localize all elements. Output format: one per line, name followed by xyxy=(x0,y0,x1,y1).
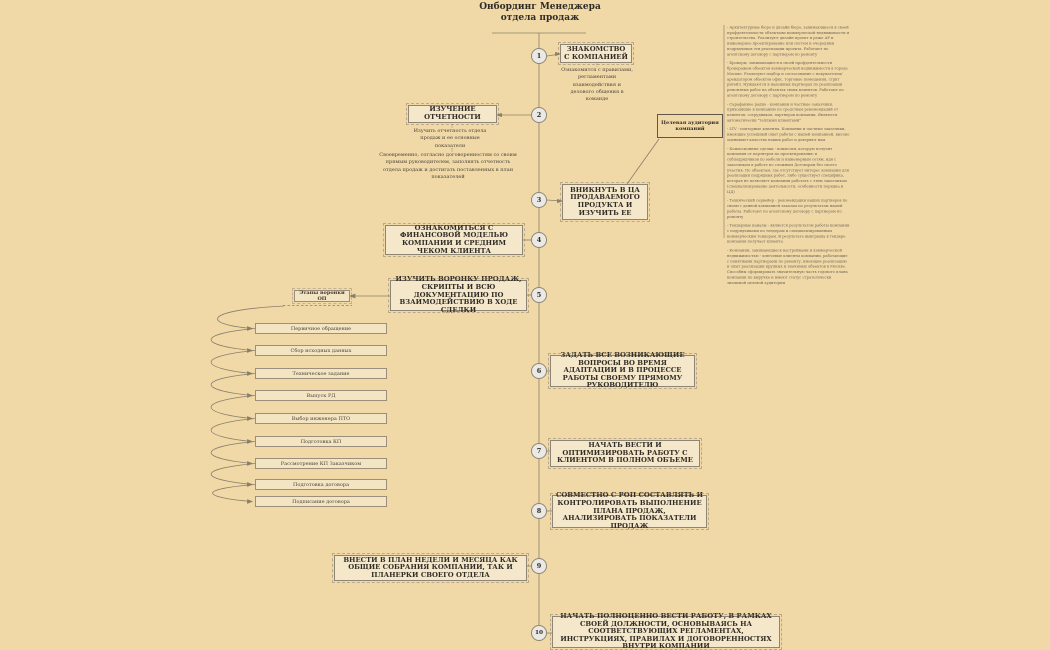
audience-bullet: - Тендерные каналы - является результатом работы компании с подрядчиками по тендерам и специализированным коммерческим тендерам. В результате выигрыша в тендере компания получает клиента xyxy=(727,223,850,244)
funnel-item-8[interactable]: Подготовка договора xyxy=(255,479,387,490)
step-node-7[interactable]: НАЧАТЬ ВЕСТИ И ОПТИМИЗИРОВАТЬ РАБОТУ С КЛИЕНТОМ В ПОЛНОМ ОБЪЕМЕ xyxy=(550,440,700,467)
audience-label[interactable]: Целевая аудитория компаний xyxy=(657,114,723,138)
step-circle-10[interactable] xyxy=(531,625,547,641)
funnel-item-9[interactable]: Подписание договора xyxy=(255,496,387,507)
step-circle-9[interactable] xyxy=(531,558,547,574)
step-node-5[interactable]: ИЗУЧИТЬ ВОРОНКУ ПРОДАЖ, СКРИПТЫ И ВСЮ ДОКУМЕНТАЦИЮ ПО ВЗАИМОДЕЙСТВИЮ В ХОДЕ СДЕЛКИ xyxy=(390,280,527,311)
funnel-item-6[interactable]: Подготовка КП xyxy=(255,436,387,447)
step-node-6[interactable]: ЗАДАТЬ ВСЕ ВОЗНИКАЮЩИЕ ВОПРОСЫ ВО ВРЕМЯ АДАПТАЦИИ И В ПРОЦЕССЕ РАБОТЫ СВОЕМУ ПРЯМОМУ РУКОВОДИТЕЛЮ xyxy=(550,355,695,387)
step-number: 8 xyxy=(536,507,542,515)
step-circle-2[interactable] xyxy=(531,107,547,123)
step-number: 9 xyxy=(536,562,542,570)
funnel-item-3[interactable]: Техническое задание xyxy=(255,368,387,379)
step-circle-1[interactable] xyxy=(531,48,547,64)
step-number: 10 xyxy=(534,630,544,636)
step-number: 4 xyxy=(536,236,542,244)
audience-bullet: - Брокеры, занимающиеся в своей профдеятельности брокеражем объектов коммерческой недвижимости в городе Москве. Реализуют подбор и согласование с покупателем/арендатором объектов офис, торговые помещения, стрит ритейл. Нуждаются в надежных партнерах по реализации ремонтных работ на объектах своих клиентов. Работают по агентскому договору с партнером по ремонту xyxy=(727,60,848,98)
funnel-label[interactable]: Этапы воронки ОП xyxy=(294,290,350,302)
step-node-10[interactable]: НАЧАТЬ ПОЛНОЦЕННО ВЕСТИ РАБОТУ, В РАМКАХ СВОЕЙ ДОЛЖНОСТИ, ОСНОВЫВАЯСЬ НА СООТВЕТСТВУЮЩИХ РЕГЛАМЕНТАХ, ИНСТРУКЦИЯХ, ПРАВИЛАХ И ДОГОВОРЕННОСТЯХ ВНУТРИ КОМПАНИИ xyxy=(552,616,780,648)
step-circle-3[interactable] xyxy=(531,192,547,208)
mindmap-title: Онбординг Менеджера отдела продаж xyxy=(479,2,601,23)
step-node-2[interactable]: ИЗУЧЕНИЕ ОТЧЕТНОСТИ xyxy=(408,105,497,123)
audience-bullet: - Компании, занимающиеся настройками и коммерческой недвижимостью - ключевые клиенты компании, работающие с понятными партнерами по ремонту, имеющие реализацию и опыт реализации крупных и значимых объектов в Москве. Способны сформировать значительную часть годового плана компании по выручке и имеют статус стратегически значимой целевой аудитории xyxy=(727,248,848,285)
step-note-1: Ознакомится с правилами, регламентами взаимодействия и делового общения в команде xyxy=(561,67,633,102)
step-number: 6 xyxy=(536,367,542,375)
step-circle-8[interactable] xyxy=(531,503,547,519)
audience-bullet: - Сарафанное радио - компании и частные заказчики, приходящие в компанию по средствам рекомендаций от клиентов, сотрудников, партнеров компании. Являются автоматически "теплыми клиентами" xyxy=(727,101,839,123)
funnel-item-1[interactable]: Первичное обращение xyxy=(255,323,387,334)
step-number: 2 xyxy=(536,111,542,119)
step-number: 5 xyxy=(536,291,542,299)
step-number: 7 xyxy=(536,447,542,455)
step-note-2b: Своевременно, согласно договоренностям со своим прямым руководителем, заполнять отчетность отдела продаж и достигать поставленных в план показателей xyxy=(379,152,517,180)
step-circle-6[interactable] xyxy=(531,363,547,379)
step-number: 1 xyxy=(536,52,542,60)
audience-bullet: - LTV - повторные клиенты. Компании и частные заказчики, имеющие успешный опыт работы с нашей компанией, высоко оценивают качество наших работ и доверяют нам xyxy=(727,126,850,142)
funnel-item-4[interactable]: Выпуск РД xyxy=(255,390,387,401)
step-node-1[interactable]: ЗНАКОМСТВО С КОМПАНИЕЙ xyxy=(560,44,632,63)
step-circle-7[interactable] xyxy=(531,443,547,459)
audience-bullet: - Комиссионные сделки - комиссия, которую получит компания от партнеров по проектированию и субподрядчиков по мебели и инженерным сетям, идя с заказчиком в работе по сложным Договорам без своего участия. По объектам, где отсутствует интерес компании для реализации подрядных работ, либо существует специфика, которая не позволяет компании работать с этим заказчиком (специализирование деятельности, особенности порядка и ЦД) xyxy=(727,146,849,194)
funnel-item-7[interactable]: Рассмотрение КП Заказчиком xyxy=(255,458,387,469)
audience-bullet: - Технический сервейер - рекомендации наших партнеров по своим с данной компанией заказам по результатам нашей работы. Работают по агентскому договору с партнером по ремонту xyxy=(727,198,848,219)
step-number: 3 xyxy=(536,196,542,204)
step-node-4[interactable]: ОЗНАКОМИТЬСЯ С ФИНАНСОВОЙ МОДЕЛЬЮ КОМПАНИИ И СРЕДНИМ ЧЕКОМ КЛИЕНТА xyxy=(385,225,523,255)
step-node-3[interactable]: ВНИКНУТЬ В ЦА ПРОДАВАЕМОГО ПРОДУКТА И ИЗУЧИТЬ ЕЕ xyxy=(562,184,648,220)
step-circle-5[interactable] xyxy=(531,287,547,303)
step-node-8[interactable]: СОВМЕСТНО С РОП СОСТАВЛЯТЬ И КОНТРОЛИРОВАТЬ ВЫПОЛНЕНИЕ ПЛАНА ПРОДАЖ, АНАЛИЗИРОВАТЬ ПОКАЗАТЕЛИ ПРОДАЖ xyxy=(552,495,707,528)
funnel-item-5[interactable]: Выбор инженера ПТО xyxy=(255,413,387,424)
step-note-2: Изучить отчетность отдела продаж и ее основные показатели xyxy=(413,128,487,149)
step-node-9[interactable]: ВНЕСТИ В ПЛАН НЕДЕЛИ И МЕСЯЦА КАК ОБЩИЕ СОБРАНИЯ КОМПАНИИ, ТАК И ПЛАНЕРКИ СВОЕГО ОТДЕЛА xyxy=(334,555,527,581)
funnel-item-2[interactable]: Сбор исходных данных xyxy=(255,345,387,356)
audience-notes xyxy=(727,25,850,289)
step-circle-4[interactable] xyxy=(531,232,547,248)
audience-bullet: - Архитектурные бюро и дизайн бюро, занимающиеся в своей профдеятельности объектами коммерческой недвижимости и строительства. Реализуют дизайн проект и реже АР и инженерное проектирование или систем и очередями подрядчиков эти реализации проекта. Работают по агентскому договору с партнером по ремонту xyxy=(727,25,850,57)
